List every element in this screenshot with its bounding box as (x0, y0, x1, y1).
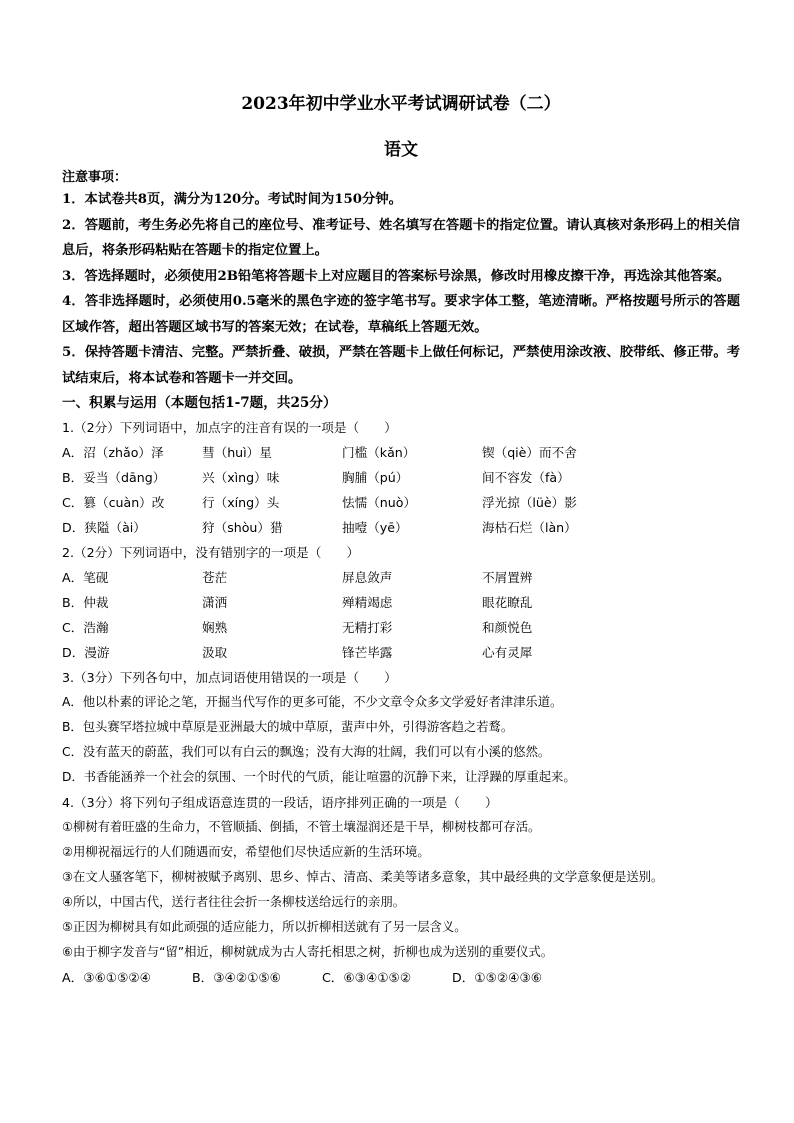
option-cell: C．浩瀚 (62, 620, 109, 635)
question-2-option-row (62, 565, 740, 590)
option-cell: 胸脯（pú） (342, 470, 409, 485)
option-cell: 浮光掠（lüè）影 (482, 495, 577, 510)
option-cell: 和颜悦色 (482, 620, 533, 635)
question-1-option-row (62, 490, 740, 515)
option-cell: A．沼（zhǎo）泽 (62, 445, 164, 460)
section-heading: 一、积累与运用（本题包括1-7题，共25分） (62, 395, 337, 411)
option-cell: 锋芒毕露 (342, 645, 393, 660)
question-3-stem: 3.（3分）下列各句中，加点词语使用错误的一项是（ ） (62, 670, 397, 685)
option-cell: 彗（huì）星 (202, 445, 272, 460)
notice-item: 1．本试卷共8页，满分为120分。考试时间为150分钟。 (62, 192, 402, 207)
option-cell: 心有灵犀 (482, 645, 533, 660)
question-4-sentence: ②用柳祝福远行的人们随遇而安，希望他们尽快适应新的生活环境。 (62, 845, 430, 859)
option-cell: 殚精竭虑 (342, 595, 393, 610)
notice-item: 2．答题前，考生务必先将自己的座位号、准考证号、姓名填写在答题卡的指定位置。请认真核对条形码上的相关信息后，将条形码粘贴在答题卡的指定位置上。 (62, 217, 740, 258)
choice-c: C．⑥③④①⑤② (322, 970, 412, 985)
exam-title: 2023年初中学业水平考试调研试卷（二） (241, 94, 561, 114)
choice-b: B．③④②①⑤⑥ (192, 970, 281, 985)
option-cell: B．妥当（dāng） (62, 470, 166, 485)
option-cell: 锲（qiè）而不舍 (482, 445, 577, 460)
question-2-stem: 2.（2分）下列词语中，没有错别字的一项是（ ） (62, 545, 360, 560)
question-4-sentence: ①柳树有着旺盛的生命力，不管顺插、倒插，不管土壤湿润还是干旱，柳树枝都可存活。 (62, 820, 541, 834)
exam-page (62, 92, 740, 990)
option-cell: 眼花瞭乱 (482, 595, 533, 610)
question-4-sentence: ④所以，中国古代，送行者往往会折一条柳枝送给远行的亲朋。 (62, 895, 406, 909)
question-3-option: B．包头赛罕塔拉城中草原是亚洲最大的城中草原，蜚声中外，引得游客趋之若鹜。 (62, 720, 514, 734)
question-3-option: C．没有蓝天的蔚蓝，我们可以有白云的飘逸；没有大海的壮阔，我们可以有小溪的悠然。 (62, 745, 551, 759)
question-2-option-row (62, 615, 740, 640)
option-cell: 汲取 (202, 645, 228, 660)
option-cell: 潇洒 (202, 595, 228, 610)
question-2-option-row (62, 590, 740, 615)
option-cell: 苍茫 (202, 570, 228, 585)
option-cell: D．漫游 (62, 645, 110, 660)
option-cell: C．篡（cuàn）改 (62, 495, 165, 510)
option-cell: 间不容发（fà） (482, 470, 570, 485)
question-4-sentence: ③在文人骚客笔下，柳树被赋予离别、思乡、悼古、清高、柔美等诸多意象，其中最经典的文学意象便是送别。 (62, 870, 664, 884)
option-cell: D．狭隘（ài） (62, 520, 146, 535)
question-1-option-row (62, 440, 740, 465)
question-4-choices (62, 965, 740, 990)
subject-title: 语文 (384, 140, 418, 160)
notice-item: 5．保持答题卡清洁、完整。严禁折叠、破损，严禁在答题卡上做任何标记，严禁使用涂改液、胶带纸、修正带。考试结束后，将本试卷和答题卡一并交回。 (62, 345, 740, 386)
notice-heading: 注意事项： (62, 170, 128, 185)
option-cell: 抽噎（yē） (342, 520, 408, 535)
choice-d: D．①⑤②④③⑥ (452, 970, 543, 985)
option-cell: A．笔砚 (62, 570, 109, 585)
option-cell: B．仲裁 (62, 595, 109, 610)
option-cell: 怯懦（nuò） (342, 495, 417, 510)
option-cell: 屏息敛声 (342, 570, 393, 585)
question-2-option-row (62, 640, 740, 665)
option-cell: 海枯石烂（làn） (482, 520, 577, 535)
question-4-stem: 4.（3分）将下列句子组成语意连贯的一段话，语序排列正确的一项是（ ） (62, 795, 498, 810)
option-cell: 兴（xìng）味 (202, 470, 280, 485)
choice-a: A．③⑥①⑤②④ (62, 970, 151, 985)
question-1-option-row (62, 515, 740, 540)
notice-item: 4．答非选择题时，必须使用0.5毫米的黑色字迹的签字笔书写。要求字体工整，笔迹清晰。严格按题号所示的答题区域作答，超出答题区域书写的答案无效；在试卷，草稿纸上答题无效。 (62, 294, 740, 335)
option-cell: 行（xíng）头 (202, 495, 280, 510)
question-1-stem: 1.（2分）下列词语中，加点字的注音有误的一项是（ ） (62, 420, 397, 435)
question-3-option: A．他以朴素的评论之笔，开掘当代写作的更多可能，不少文章令众多文学爱好者津津乐道。 (62, 695, 563, 709)
option-cell: 无精打彩 (342, 620, 393, 635)
question-3-option: D．书香能涵养一个社会的氛围、一个时代的气质，能让喧嚣的沉静下来，让浮躁的厚重起来。 (62, 770, 576, 784)
option-cell: 门槛（kǎn） (342, 445, 416, 460)
question-4-sentence: ⑤正因为柳树具有如此顽强的适应能力，所以折柳相送就有了另一层含义。 (62, 920, 467, 934)
option-cell: 不屑置辨 (482, 570, 533, 585)
question-1-option-row (62, 465, 740, 490)
option-cell: 娴熟 (202, 620, 228, 635)
notice-list (62, 187, 740, 391)
option-cell: 狩（shòu）猎 (202, 520, 283, 535)
question-4-sentence: ⑥由于柳字发音与“留”相近，柳树就成为古人寄托相思之树，折柳也成为送别的重要仪式。 (62, 945, 554, 959)
notice-item: 3．答选择题时，必须使用2B铅笔将答题卡上对应题目的答案标号涂黑，修改时用橡皮擦干净，再选涂其他答案。 (62, 268, 730, 284)
